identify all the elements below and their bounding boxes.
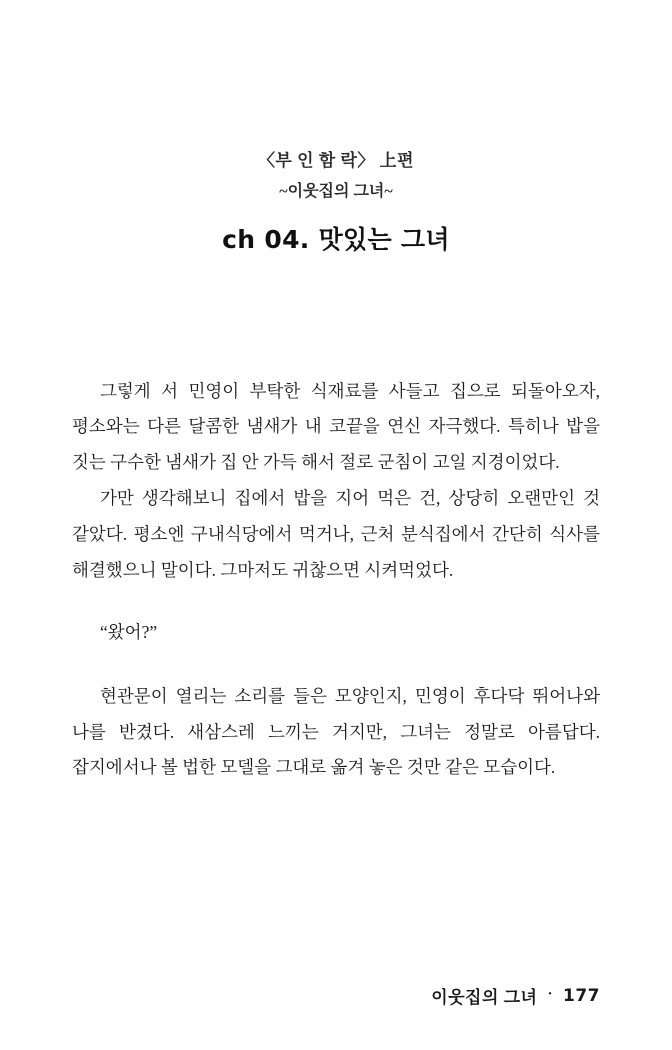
series-subtitle: ~이웃집의 그녀~: [279, 182, 393, 200]
paragraph: 가만 생각해보니 집에서 밥을 지어 먹은 건, 상당히 오랜만인 것 같았다. 평소엔 구내식당에서 먹거나, 근처 분식집에서 간단히 식사를 해결했으니 말이다. 그마저도 귀찮으면 시켜먹었다.: [72, 488, 600, 580]
series-title: 〈부 인 함 락〉 上편: [257, 151, 415, 170]
paragraph-spacer: [72, 589, 600, 615]
page-number: 177: [563, 985, 600, 1006]
running-title: 이웃집의 그녀: [431, 988, 538, 1007]
dialogue-paragraph: “왔어?”: [100, 621, 158, 642]
chapter-header: [72, 0, 600, 256]
paragraph-spacer: [72, 651, 600, 679]
footer-separator: ·: [547, 986, 553, 1002]
page-footer: [431, 983, 600, 1008]
paragraph: 그렇게 서 민영이 부탁한 식재료를 사들고 집으로 되돌아오자, 평소와는 다른 달콤한 냄새가 내 코끝을 연신 자극했다. 특히나 밥을 짓는 구수한 냄새가 집 안 가득 해서 절로 군침이 고일 지경이었다.: [72, 380, 600, 473]
body-text: [72, 374, 600, 787]
paragraph: 현관문이 열리는 소리를 들은 모양인지, 민영이 후다닥 뛰어나와 나를 반겼다. 새삼스레 느끼는 거지만, 그녀는 정말로 아름답다. 잡지에서나 볼 법한 모델을 그대로 옮겨 놓은 것만 같은 모습이다.: [72, 685, 600, 778]
chapter-title: ch 04. 맛있는 그녀: [222, 224, 450, 254]
